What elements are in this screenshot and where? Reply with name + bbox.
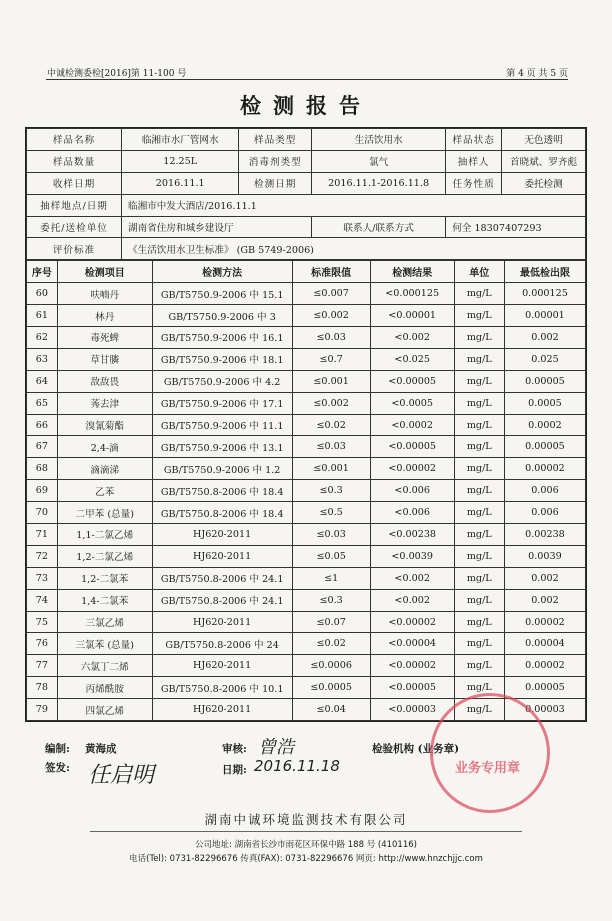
org-label: 检验机构 (业务章): [372, 743, 460, 755]
unit: mg/L: [454, 655, 504, 677]
reviewer-signature: 曾浩: [258, 737, 294, 758]
item-name: 呋喃丹: [57, 283, 152, 305]
unit: mg/L: [454, 480, 504, 502]
method: GB/T5750.9-2006 中 18.1: [152, 348, 292, 370]
limit: ≤0.001: [292, 370, 370, 392]
limit: ≤0.007: [292, 283, 370, 305]
row-index: 75: [27, 611, 58, 633]
client-label: 委托/送检单位: [27, 216, 122, 238]
page-indicator: 第 4 页 共 5 页: [506, 69, 568, 79]
table-row: [27, 392, 586, 414]
unit: mg/L: [454, 545, 504, 567]
unit: mg/L: [454, 392, 504, 414]
item-name: 乙苯: [57, 480, 152, 502]
limit: ≤0.3: [292, 589, 370, 611]
detect-limit: 0.006: [504, 502, 585, 524]
detect-limit: 0.00002: [504, 655, 585, 677]
item-name: 三氯乙烯: [57, 611, 152, 633]
detect-limit: 0.0002: [504, 414, 585, 436]
task-label: 任务性质: [446, 172, 502, 194]
result: <0.00005: [370, 436, 454, 458]
limit: ≤0.04: [292, 699, 370, 721]
method: GB/T5750.9-2006 中 1.2: [152, 458, 292, 480]
disinfectant: 氯气: [312, 150, 446, 172]
result: <0.00003: [370, 699, 454, 721]
result: <0.0039: [370, 545, 454, 567]
unit: mg/L: [454, 348, 504, 370]
row-index: 72: [27, 545, 58, 567]
detect-limit: 0.00238: [504, 524, 585, 546]
issuer-label: 签发:: [45, 762, 70, 774]
item-name: 滴滴涕: [57, 458, 152, 480]
row-index: 61: [27, 305, 58, 327]
footer-divider: [90, 831, 522, 832]
detect-limit: 0.00002: [504, 611, 585, 633]
info-row: [27, 129, 586, 151]
detect-limit: 0.00003: [504, 699, 585, 721]
table-row: [27, 524, 586, 546]
limit: ≤0.02: [292, 633, 370, 655]
limit: ≤0.0006: [292, 655, 370, 677]
sample-status: 无色透明: [502, 129, 586, 151]
row-index: 77: [27, 655, 58, 677]
unit: mg/L: [454, 414, 504, 436]
detect-limit: 0.000125: [504, 283, 585, 305]
row-index: 60: [27, 283, 58, 305]
row-index: 69: [27, 480, 58, 502]
unit: mg/L: [454, 436, 504, 458]
method: GB/T5750.8-2006 中 18.4: [152, 480, 292, 502]
col-header: 序号: [27, 261, 58, 283]
row-index: 64: [27, 370, 58, 392]
result: <0.00002: [370, 458, 454, 480]
receive-date-label: 收样日期: [27, 172, 122, 194]
test-date-label: 检测日期: [239, 172, 312, 194]
client: 湖南省住房和城乡建设厅: [122, 216, 312, 238]
info-row: [27, 194, 586, 216]
method: GB/T5750.9-2006 中 11.1: [152, 414, 292, 436]
detect-limit: 0.025: [504, 348, 585, 370]
table-row: [27, 370, 586, 392]
row-index: 62: [27, 327, 58, 349]
method: HJ620-2011: [152, 699, 292, 721]
unit: mg/L: [454, 283, 504, 305]
company-address: 公司地址: 湖南省长沙市雨花区环保中路 188 号 (410116): [195, 840, 417, 850]
detect-limit: 0.00002: [504, 458, 585, 480]
quantity-label: 样品数量: [27, 150, 122, 172]
item-name: 1,1-二氯乙烯: [57, 524, 152, 546]
sample-type-label: 样品类型: [239, 129, 312, 151]
table-row: [27, 283, 586, 305]
method: GB/T5750.8-2006 中 10.1: [152, 677, 292, 699]
table-row: [27, 414, 586, 436]
contact: 何全 18307407293: [446, 216, 586, 238]
row-index: 70: [27, 502, 58, 524]
table-row: [27, 545, 586, 567]
sampler-label: 抽样人: [446, 150, 502, 172]
table-row: [27, 458, 586, 480]
method: HJ620-2011: [152, 611, 292, 633]
item-name: 1,2-二氯乙烯: [57, 545, 152, 567]
item-name: 草甘膦: [57, 348, 152, 370]
report-title: 检测报告: [240, 93, 372, 118]
table-row: [27, 502, 586, 524]
results-header-row: [27, 261, 586, 283]
item-name: 溴氰菊酯: [57, 414, 152, 436]
table-row: [27, 633, 586, 655]
item-name: 敌敌畏: [57, 370, 152, 392]
company-contact: 电话(Tel): 0731-82296676 传真(FAX): 0731-82296676 网页: http://www.hnzchjjc.com: [129, 854, 483, 864]
row-index: 66: [27, 414, 58, 436]
result: <0.025: [370, 348, 454, 370]
limit: ≤0.001: [292, 458, 370, 480]
issuer-signature: 任启明: [88, 763, 155, 788]
detect-limit: 0.002: [504, 567, 585, 589]
sign-date: 2016.11.18: [254, 757, 340, 775]
method: GB/T5750.9-2006 中 16.1: [152, 327, 292, 349]
limit: ≤0.03: [292, 524, 370, 546]
table-row: [27, 348, 586, 370]
standard-label: 评价标准: [27, 238, 122, 260]
result: <0.0002: [370, 414, 454, 436]
method: GB/T5750.8-2006 中 24: [152, 633, 292, 655]
detect-limit: 0.0039: [504, 545, 585, 567]
method: GB/T5750.8-2006 中 18.4: [152, 502, 292, 524]
limit: ≤0.3: [292, 480, 370, 502]
detect-limit: 0.002: [504, 589, 585, 611]
method: GB/T5750.9-2006 中 15.1: [152, 283, 292, 305]
limit: ≤0.0005: [292, 677, 370, 699]
table-row: [27, 480, 586, 502]
row-index: 73: [27, 567, 58, 589]
sample-status-label: 样品状态: [446, 129, 502, 151]
detect-limit: 0.00005: [504, 677, 585, 699]
unit: mg/L: [454, 633, 504, 655]
item-name: 六氯丁二烯: [57, 655, 152, 677]
result: <0.00002: [370, 655, 454, 677]
info-row: [27, 238, 586, 260]
unit: mg/L: [454, 677, 504, 699]
detect-limit: 0.00001: [504, 305, 585, 327]
table-row: [27, 589, 586, 611]
company-name: 湖南中诚环境监测技术有限公司: [204, 812, 408, 827]
sample-type: 生活饮用水: [312, 129, 446, 151]
detect-limit: 0.006: [504, 480, 585, 502]
limit: ≤0.002: [292, 392, 370, 414]
item-name: 毒死蜱: [57, 327, 152, 349]
info-row: [27, 216, 586, 238]
disinfectant-label: 消毒剂类型: [239, 150, 312, 172]
table-row: [27, 611, 586, 633]
item-name: 林丹: [57, 305, 152, 327]
method: GB/T5750.8-2006 中 24.1: [152, 567, 292, 589]
limit: ≤0.002: [292, 305, 370, 327]
limit: ≤0.07: [292, 611, 370, 633]
sample-name-label: 样品名称: [27, 129, 122, 151]
date-label: 日期:: [222, 764, 247, 776]
limit: ≤1: [292, 567, 370, 589]
test-date: 2016.11.1-2016.11.8: [312, 172, 446, 194]
result: <0.00238: [370, 524, 454, 546]
result: <0.006: [370, 502, 454, 524]
info-row: [27, 150, 586, 172]
row-index: 67: [27, 436, 58, 458]
method: GB/T5750.9-2006 中 17.1: [152, 392, 292, 414]
result: <0.00005: [370, 370, 454, 392]
method: GB/T5750.9-2006 中 3: [152, 305, 292, 327]
detect-limit: 0.002: [504, 327, 585, 349]
result: <0.006: [370, 480, 454, 502]
row-index: 68: [27, 458, 58, 480]
col-header: 检测结果: [370, 261, 454, 283]
item-name: 二甲苯 (总量): [57, 502, 152, 524]
unit: mg/L: [454, 567, 504, 589]
stamp-text: 业务专用章: [455, 761, 521, 776]
method: HJ620-2011: [152, 545, 292, 567]
item-name: 1,2-二氯苯: [57, 567, 152, 589]
result: <0.0005: [370, 392, 454, 414]
sample-name: 临湘市水厂管网水: [122, 129, 239, 151]
result: <0.002: [370, 589, 454, 611]
header-divider: [46, 79, 568, 80]
receive-date: 2016.11.1: [122, 172, 239, 194]
sampler: 首晓斌、罗齐彪: [502, 150, 586, 172]
limit: ≤0.5: [292, 502, 370, 524]
item-name: 三氯苯 (总量): [57, 633, 152, 655]
location-label: 抽样地点/日期: [27, 194, 122, 216]
result: <0.00002: [370, 611, 454, 633]
table-row: [27, 436, 586, 458]
location: 临湘市中发大酒店/2016.11.1: [122, 194, 586, 216]
info-row: [27, 172, 586, 194]
result: <0.000125: [370, 283, 454, 305]
result: <0.00001: [370, 305, 454, 327]
unit: mg/L: [454, 458, 504, 480]
result: <0.002: [370, 567, 454, 589]
row-index: 71: [27, 524, 58, 546]
row-index: 74: [27, 589, 58, 611]
report-table-frame: [25, 127, 587, 722]
detect-limit: 0.00004: [504, 633, 585, 655]
limit: ≤0.7: [292, 348, 370, 370]
table-row: [27, 327, 586, 349]
doc-number: 中诚检测委检[2016]第 11-100 号: [47, 69, 187, 79]
limit: ≤0.03: [292, 327, 370, 349]
limit: ≤0.03: [292, 436, 370, 458]
unit: mg/L: [454, 370, 504, 392]
col-header: 检测方法: [152, 261, 292, 283]
result: <0.00004: [370, 633, 454, 655]
unit: mg/L: [454, 305, 504, 327]
table-row: [27, 567, 586, 589]
business-stamp: [430, 693, 550, 813]
method: GB/T5750.8-2006 中 24.1: [152, 589, 292, 611]
unit: mg/L: [454, 524, 504, 546]
item-name: 1,4-二氯苯: [57, 589, 152, 611]
compiler-name: 黄海成: [85, 743, 117, 755]
result: <0.00005: [370, 677, 454, 699]
detect-limit: 0.0005: [504, 392, 585, 414]
method: HJ620-2011: [152, 524, 292, 546]
detect-limit: 0.00005: [504, 370, 585, 392]
info-table: [26, 128, 586, 260]
item-name: 2,4-滴: [57, 436, 152, 458]
limit: ≤0.05: [292, 545, 370, 567]
limit: ≤0.02: [292, 414, 370, 436]
col-header: 标准限值: [292, 261, 370, 283]
quantity: 12.25L: [122, 150, 239, 172]
item-name: 丙烯酰胺: [57, 677, 152, 699]
standard: 《生活饮用水卫生标准》 (GB 5749-2006): [122, 238, 586, 260]
row-index: 65: [27, 392, 58, 414]
table-row: [27, 655, 586, 677]
col-header: 单位: [454, 261, 504, 283]
results-table: [26, 260, 586, 721]
unit: mg/L: [454, 589, 504, 611]
method: HJ620-2011: [152, 655, 292, 677]
row-index: 76: [27, 633, 58, 655]
row-index: 78: [27, 677, 58, 699]
item-name: 莠去津: [57, 392, 152, 414]
result: <0.002: [370, 327, 454, 349]
method: GB/T5750.9-2006 中 4.2: [152, 370, 292, 392]
table-row: [27, 305, 586, 327]
col-header: 最低检出限: [504, 261, 585, 283]
row-index: 79: [27, 699, 58, 721]
task: 委托检测: [502, 172, 586, 194]
detect-limit: 0.00005: [504, 436, 585, 458]
item-name: 四氯乙烯: [57, 699, 152, 721]
col-header: 检测项目: [57, 261, 152, 283]
reviewer-label: 审核:: [222, 743, 247, 755]
compiler-label: 编制:: [45, 743, 70, 755]
contact-label: 联系人/联系方式: [312, 216, 446, 238]
unit: mg/L: [454, 699, 504, 721]
method: GB/T5750.9-2006 中 13.1: [152, 436, 292, 458]
unit: mg/L: [454, 611, 504, 633]
row-index: 63: [27, 348, 58, 370]
unit: mg/L: [454, 327, 504, 349]
unit: mg/L: [454, 502, 504, 524]
